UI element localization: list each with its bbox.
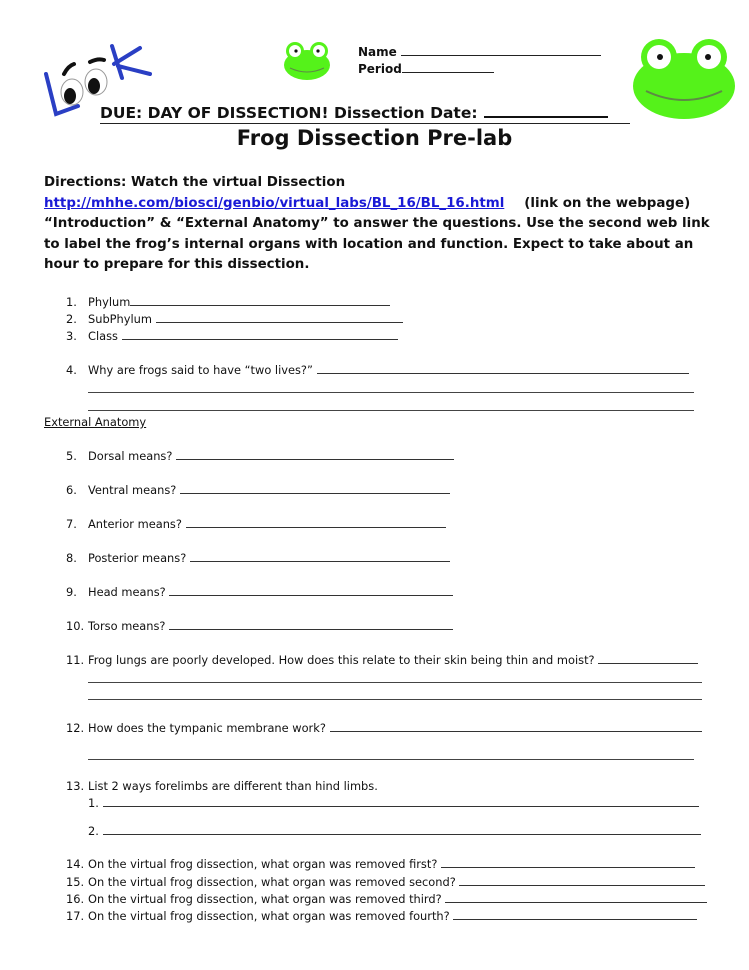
question-number: 1. [66,295,77,309]
virtual-lab-link[interactable]: http://mhhe.com/biosci/genbio/virtual_labs/BL_16/BL_16.html [44,195,505,211]
question-number: 12. [66,721,85,735]
question-number: 8. [66,551,77,565]
directions-body: “Introduction” & “External Anatomy” to answer the questions. Use the second web link to label the frog’s internal organs with location and function. Expect to take about an hour to prepare for this dissection. [44,216,710,272]
answer-field[interactable] [122,329,398,340]
question-number: 17. [66,909,85,923]
answer-field[interactable] [103,796,699,807]
question-15 [66,875,705,889]
due-date-line [100,102,630,124]
question-text: On the virtual frog dissection, what organ was removed fourth? [88,909,454,923]
question-text: Posterior means? [88,551,190,565]
question-16 [66,892,707,906]
name-label: Name [358,45,397,59]
answer-line[interactable] [88,392,694,393]
answer-field[interactable] [186,517,446,528]
question-11 [66,653,698,667]
link-note: (link on the webpage) [524,195,691,211]
question-7 [66,517,446,531]
question-number: 2. [66,312,77,326]
name-field[interactable] [401,44,601,56]
sub-item-1 [88,796,699,810]
answer-field[interactable] [169,619,453,630]
page-title: Frog Dissection Pre-lab [236,126,513,150]
question-4 [66,363,689,377]
question-text: Torso means? [88,619,170,633]
answer-field[interactable] [169,585,453,596]
directions-line1: Directions: Watch the virtual Dissection [44,175,346,190]
question-text: Dorsal means? [88,449,177,463]
question-3 [66,329,398,343]
question-13 [66,779,378,793]
answer-field[interactable] [156,312,403,323]
frog-face-small-icon [282,40,332,82]
student-info [358,44,601,78]
question-number: 4. [66,363,77,377]
period-field[interactable] [402,61,494,73]
question-12 [66,721,702,735]
question-number: 13. [66,779,85,793]
question-number: 15. [66,875,85,889]
answer-field[interactable] [190,551,450,562]
question-17 [66,909,697,923]
question-number: 9. [66,585,77,599]
question-number: 7. [66,517,77,531]
answer-field[interactable] [453,909,697,920]
dissection-date-field[interactable] [484,102,608,118]
answer-field[interactable] [176,449,454,460]
answer-line[interactable] [88,759,694,760]
question-number: 6. [66,483,77,497]
answer-field[interactable] [598,653,698,664]
sub-item-number: 2. [88,824,99,838]
answer-field[interactable] [317,363,689,374]
directions [44,173,714,276]
question-text: Class [88,329,122,343]
question-number: 10. [66,619,85,633]
question-number: 16. [66,892,85,906]
answer-field[interactable] [441,857,695,868]
question-2 [66,312,403,326]
sub-item-number: 1. [88,796,99,810]
question-number: 11. [66,653,85,667]
period-label: Period [358,62,402,76]
section-external-anatomy: External Anatomy [44,415,147,429]
answer-field[interactable] [180,483,450,494]
answer-line[interactable] [88,682,702,683]
answer-line[interactable] [88,410,694,411]
question-1 [66,295,390,309]
answer-field[interactable] [130,295,390,306]
question-10 [66,619,453,633]
question-5 [66,449,454,463]
answer-line[interactable] [88,699,702,700]
answer-field[interactable] [103,824,701,835]
question-number: 3. [66,329,77,343]
answer-field[interactable] [330,721,702,732]
question-text: Anterior means? [88,517,186,531]
frog-face-large-icon [632,34,736,120]
question-number: 14. [66,857,85,871]
sub-item-2 [88,824,701,838]
question-text: On the virtual frog dissection, what organ was removed first? [88,857,442,871]
question-9 [66,585,453,599]
question-text: How does the tympanic membrane work? [88,721,330,735]
question-text: List 2 ways forelimbs are different than hind limbs. [88,779,378,793]
question-text: Phylum [88,295,131,309]
question-text: Head means? [88,585,170,599]
question-8 [66,551,450,565]
question-14 [66,857,695,871]
answer-field[interactable] [459,875,705,886]
question-text: Ventral means? [88,483,180,497]
question-text: SubPhylum [88,312,156,326]
answer-field[interactable] [445,892,707,903]
question-text: Why are frogs said to have “two lives?” [88,363,317,377]
question-6 [66,483,450,497]
question-text: On the virtual frog dissection, what organ was removed third? [88,892,446,906]
question-text: On the virtual frog dissection, what organ was removed second? [88,875,460,889]
question-text: Frog lungs are poorly developed. How does this relate to their skin being thin and moist? [88,653,599,667]
due-text: DUE: DAY OF DISSECTION! Dissection Date: [100,104,478,122]
question-number: 5. [66,449,77,463]
